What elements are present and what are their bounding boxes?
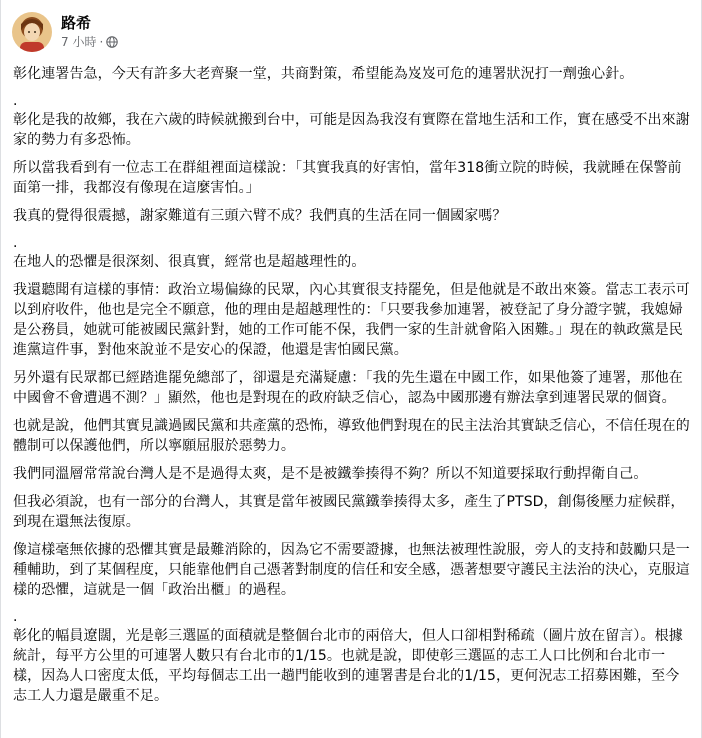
post-timestamp[interactable]: 7 小時 bbox=[61, 35, 97, 49]
post-paragraph: 像這樣毫無依據的恐懼其實是最難消除的，因為它不需要證據，也無法被理性說服，旁人的支持和鼓勵只是一種輔助，到了某個程度，只能靠他們自己憑著對制度的信任和安全感，憑著想要守護民主法治的決心，克服這樣的恐懼，這就是一個「政治出櫃」的過程。 bbox=[13, 542, 690, 598]
post-divider-dot: . bbox=[13, 235, 18, 251]
post-paragraph: 彰化的幅員遼闊，光是彰三選區的面積就是整個台北市的兩倍大，但人口卻相對稀疏（圖片放在留言）。根據統計，每平方公里的可連署人數只有台北市的1/15。也就是說，即使彰三選區的志工人口比例和台北市一樣，因為人口密度太低，平均每個志工出一趟門能收到的連署書是台北的1/15，更何況志工招募困難，至今志工人力還是嚴重不足。 bbox=[13, 628, 683, 704]
post-paragraph: 在地人的恐懼是很深刻、很真實，經常也是超越理性的。 bbox=[13, 254, 366, 270]
post-paragraph: 彰化連署告急，今天有許多大老齊聚一堂，共商對策，希望能為岌岌可危的連署狀況打一劑強心針。 bbox=[13, 66, 634, 82]
post-meta bbox=[61, 14, 118, 50]
post-paragraph: 但我必須說，也有一部分的台灣人，其實是當年被國民黨鐵拳揍得太多，產生了PTSD，創傷後壓力症候群，到現在還無法復原。 bbox=[13, 494, 685, 530]
post-paragraph: 另外還有民眾都已經踏進罷免總部了，卻還是充滿疑慮：「我的先生還在中國工作，如果他簽了連署，那他在中國會不會遭遇不測？」顯然，他也是對現在的政府缺乏信心，認為中國那邊有辦法拿到連署民眾的個資。 bbox=[13, 370, 683, 406]
post-divider-dot: . bbox=[13, 93, 18, 109]
author-avatar[interactable] bbox=[12, 12, 52, 52]
post-body bbox=[13, 64, 691, 714]
post-paragraph: 所以當我看到有一位志工在群組裡面這樣說：「其實我真的好害怕，當年318衝立院的時候，我就睡在保警前面第一排，我都沒有像現在這麼害怕。」 bbox=[13, 160, 682, 196]
separator-dot: · bbox=[99, 35, 104, 49]
post-subline bbox=[61, 34, 118, 50]
post-paragraph: 我們同溫層常常說台灣人是不是過得太爽，是不是被鐵拳揍得不夠？所以不知道要採取行動捍衛自己。 bbox=[13, 466, 648, 482]
post-paragraph: 我真的覺得很震撼，謝家難道有三頭六臂不成？我們真的生活在同一個國家嗎？ bbox=[13, 208, 507, 224]
globe-icon[interactable] bbox=[106, 36, 118, 48]
post-header bbox=[12, 12, 118, 52]
author-name[interactable]: 路希 bbox=[61, 14, 92, 32]
post-paragraph: 我還聽聞有這樣的事情：政治立場偏綠的民眾，內心其實很支持罷免，但是他就是不敢出來簽。當志工表示可以到府收件，他也是完全不願意，他的理由是超越理性的：「只要我參加連署，被登記了身分證字號，我媳婦是公務員，她就可能被國民黨針對，她的工作可能不保，我們一家的生計就會陷入困難。」現在的執政黨是民進黨這件事，對他來說並不是安心的保證，他還是害怕國民黨。 bbox=[13, 282, 690, 358]
post-paragraph: 也就是說，他們其實見識過國民黨和共產黨的恐怖，導致他們對現在的民主法治其實缺乏信心，不信任現在的體制可以保護他們，所以寧願屈服於惡勢力。 bbox=[13, 418, 690, 454]
post-divider-dot: . bbox=[13, 609, 18, 625]
post-paragraph: 彰化是我的故鄉，我在六歲的時候就搬到台中，可能是因為我沒有實際在當地生活和工作，實在感受不出來謝家的勢力有多恐怖。 bbox=[13, 112, 690, 148]
